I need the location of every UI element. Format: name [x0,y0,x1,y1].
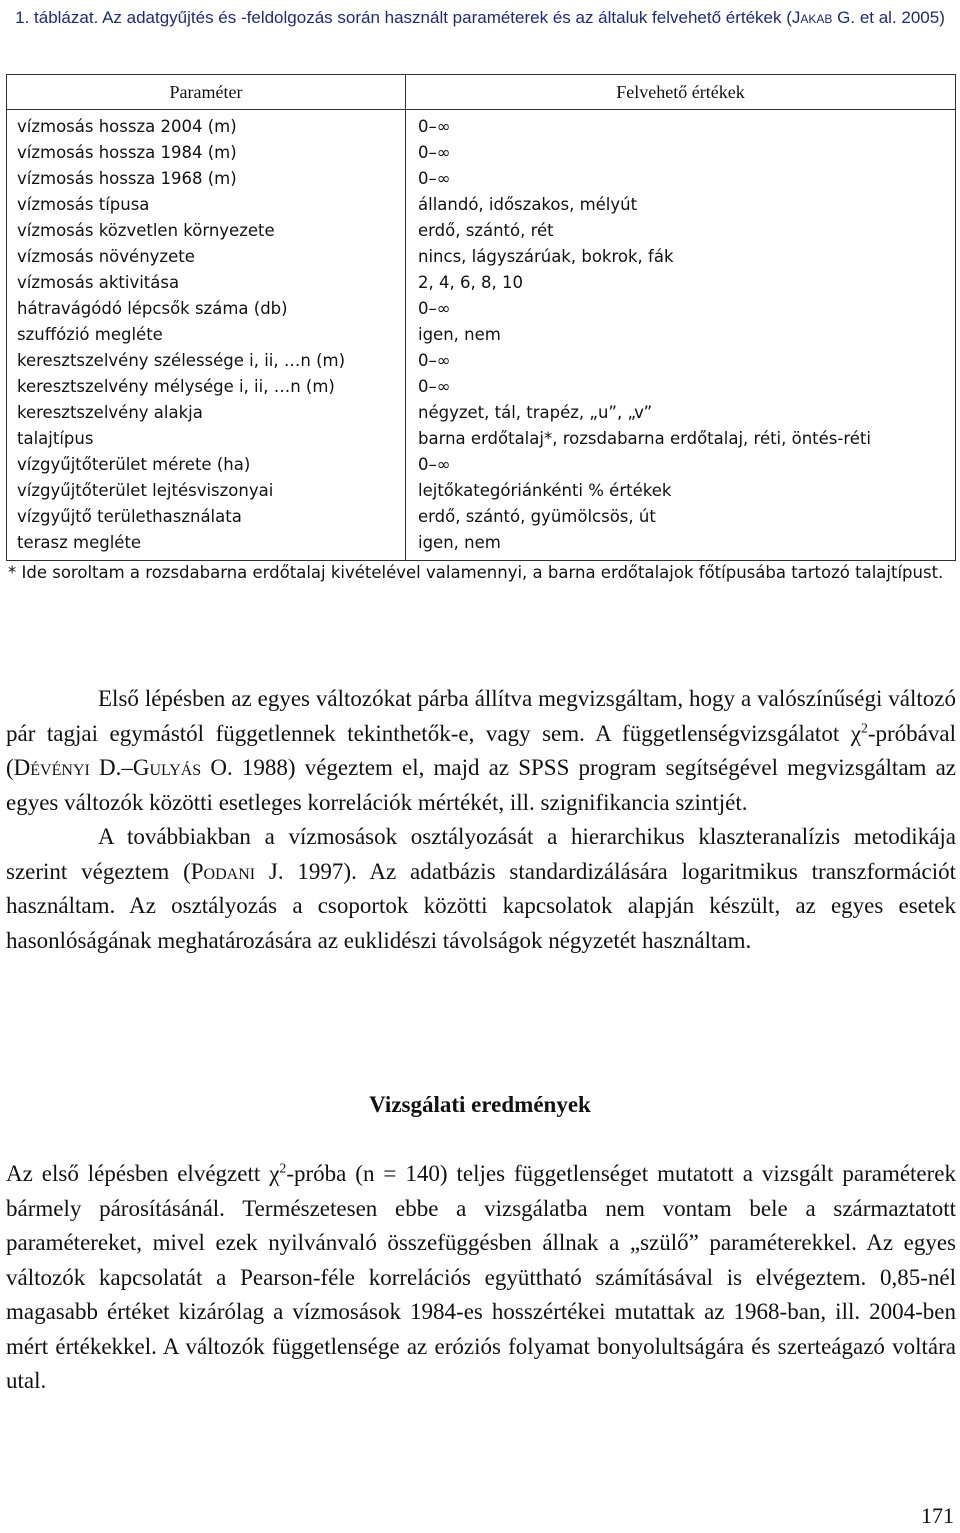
value-cell: erdő, szántó, rét [406,218,956,244]
value-cell: erdő, szántó, gyümölcsös, út [406,504,956,530]
table-row [7,348,956,374]
citation-author: Dévényi [13,755,90,780]
value-cell: nincs, lágyszárúak, bokrok, fák [406,244,956,270]
parameter-cell: vízmosás növényzete [7,244,406,270]
table-row [7,270,956,296]
caption-text: 1. táblázat. Az adatgyűjtés és -feldolgozás során használt paraméterek és az általuk felvehető értékek ( [15,8,792,27]
value-cell: 0–∞ [406,296,956,322]
column-header-parameter: Paraméter [7,75,406,110]
parameter-cell: keresztszelvény mélysége i, ii, …n (m) [7,374,406,400]
parameter-cell: terasz megléte [7,530,406,561]
value-cell: igen, nem [406,322,956,348]
table-row [7,244,956,270]
parameter-cell: hátravágódó lépcsők száma (db) [7,296,406,322]
parameter-cell: vízgyűjtő területhasználata [7,504,406,530]
table-row [7,218,956,244]
parameter-cell: keresztszelvény szélessége i, ii, …n (m) [7,348,406,374]
caption-text-end: G. et al. 2005) [832,8,945,27]
value-cell: 0–∞ [406,166,956,192]
parameter-cell: keresztszelvény alakja [7,400,406,426]
paragraph-2: A továbbiakban a vízmosások osztályozását a hierarchikus klaszteranalízis metodikája szerint végeztem (Podani J. 1997). Az adatbázis standardizálására logaritmikus transzformációt használtam. Az osztályozás a csoportok közötti kapcsolatok alapján készült, az egyes esetek hasonlóságának meghatározására az euklidészi távolságok négyzetét használtam. [6,824,956,953]
parameter-cell: vízgyűjtőterület lejtésviszonyai [7,478,406,504]
page-number: 171 [921,1503,954,1528]
table-row [7,452,956,478]
value-cell: négyzet, tál, trapéz, „u”, „v” [406,400,956,426]
value-cell: 0–∞ [406,348,956,374]
citation-author: Gulyás [132,755,202,780]
parameter-cell: vízmosás aktivitása [7,270,406,296]
table-row [7,296,956,322]
table-body [7,110,956,561]
table-row [7,530,956,561]
table-row [7,426,956,452]
superscript: 2 [279,1160,287,1176]
value-cell: 2, 4, 6, 8, 10 [406,270,956,296]
table-row [7,478,956,504]
table-row [7,322,956,348]
table-header-row [7,75,956,110]
column-header-values: Felvehető értékek [406,75,956,110]
paragraph-1: Első lépésben az egyes változókat párba állítva megvizsgáltam, hogy a valószínűségi változó pár tagjai egymástól függetlennek tekinthetők-e, vagy sem. A függetlenségvizsgálatot $\chi^2$-próbával (Dévényi D.–Gulyás O. 1988) végeztem el, majd az SPSS program segítségével megvizsgáltam az egyes változók közötti esetleges korrelációk mértékét, ill. szignifikancia szintjét. [6,686,956,815]
parameter-cell: talajtípus [7,426,406,452]
table-caption [8,8,952,28]
parameter-table [6,74,956,561]
table-row [7,166,956,192]
parameter-cell: vízmosás közvetlen környezete [7,218,406,244]
value-cell: barna erdőtalaj*, rozsdabarna erdőtalaj, réti, öntés-réti [406,426,956,452]
parameter-cell: vízmosás típusa [7,192,406,218]
caption-author: Jakab [791,8,833,27]
parameter-cell: vízmosás hossza 1984 (m) [7,140,406,166]
table-row [7,192,956,218]
parameter-cell: vízmosás hossza 2004 (m) [7,110,406,141]
results-text [6,1157,956,1399]
table-row [7,504,956,530]
superscript: 2 [860,719,868,735]
value-cell: 0–∞ [406,110,956,141]
parameter-cell: szuffózió megléte [7,322,406,348]
value-cell: 0–∞ [406,140,956,166]
table-row [7,374,956,400]
table-row [7,110,956,141]
value-cell: lejtőkategóriánkénti % értékek [406,478,956,504]
parameter-cell: vízgyűjtőterület mérete (ha) [7,452,406,478]
table-row [7,140,956,166]
table-footnote: * Ide soroltam a rozsdabarna erdőtalaj kivételével valamennyi, a barna erdőtalajok főtípusába tartozó talajtípust. [8,563,944,582]
paragraph-3: Az első lépésben elvégzett $\chi^2$-próba (n = 140) teljes függetlenséget mutatott a vizsgált paraméterek bármely párosításánál. Természetesen ebbe a vizsgálatba nem vontam bele a származtatott paramétereket, mivel ezek nyilvánvaló összefüggésben állnak a „szülő” paraméterekkel. Az egyes változók kapcsolatát a Pearson-féle korrelációs együttható számításával is elvégeztem. 0,85-nél magasabb értéket kizárólag a vízmosások 1984-es hosszértékei mutattak az 1968-ban, ill. 2004-ben mért értékekkel. A változók függetlensége az eróziós folyamat bonyolultságára és szerteágazó voltára utal. [6,1160,957,1393]
section-heading: Vizsgálati eredmények [369,1092,591,1117]
parameter-cell: vízmosás hossza 1968 (m) [7,166,406,192]
citation-author: Podani [190,858,256,884]
value-cell: 0–∞ [406,374,956,400]
methods-text [6,682,956,958]
value-cell: állandó, időszakos, mélyút [406,192,956,218]
value-cell: igen, nem [406,530,956,561]
value-cell: 0–∞ [406,452,956,478]
table-row [7,400,956,426]
